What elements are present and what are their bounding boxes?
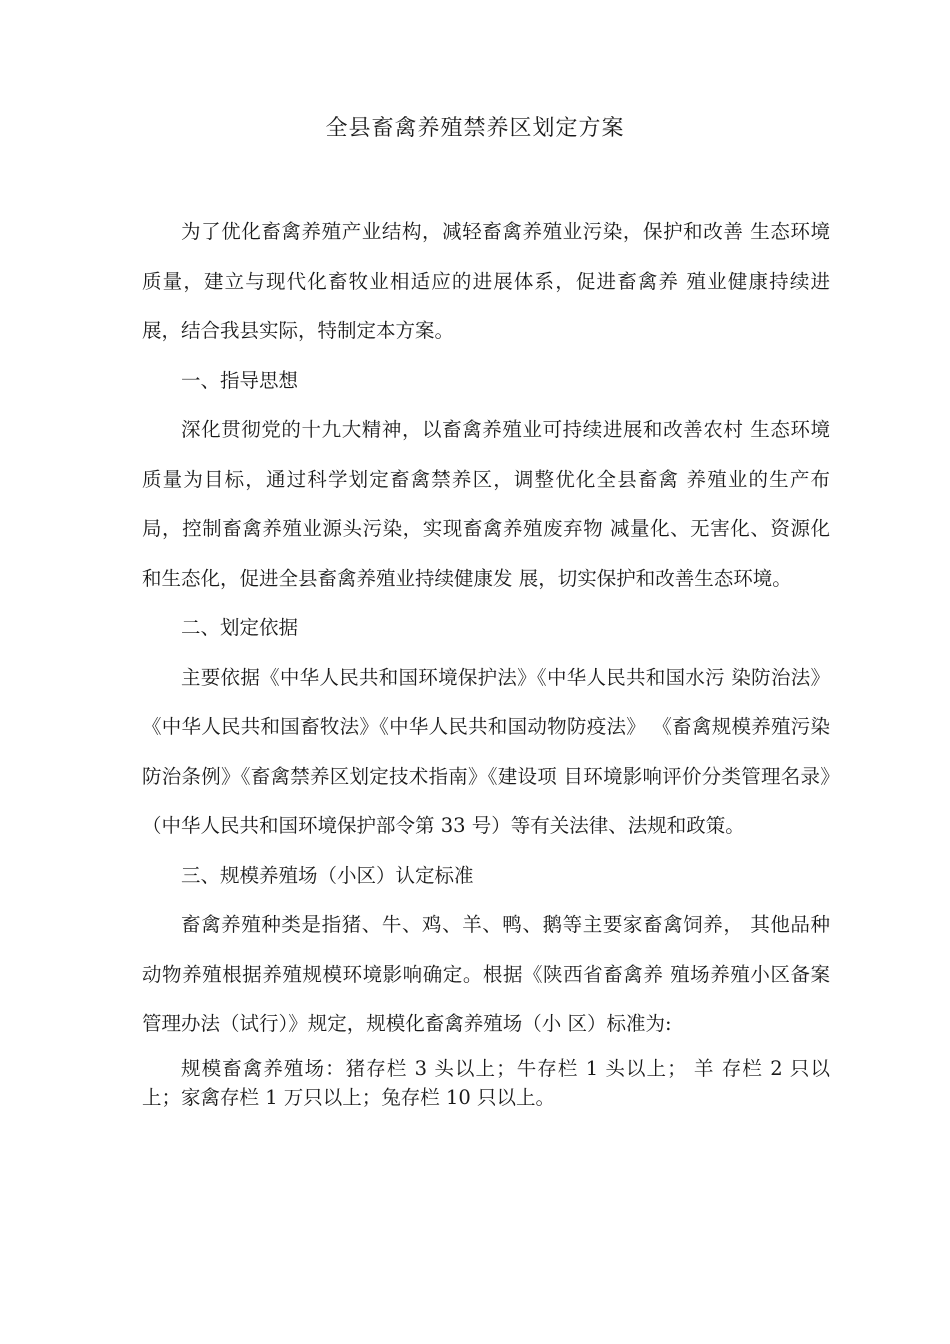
document-title: 全县畜禽养殖禁养区划定方案 [325, 116, 625, 141]
section-heading-scale-standard: 三、规模养殖场（小区）认定标准 [181, 863, 474, 887]
section-text-legal-basis: 主要依据《中华人民共和国环境保护法》《中华人民共和国水污 染防治法》《中华人民共和国畜牧法》《中华人民共和国动物防疫法》 《畜禽规模养殖污染防治条例》《畜禽禁养区划定技术指南》《建设项 目环境影响评价分类管理名录》（中华人民共和国环境保护部令第 33 号）等有关法律、法规和政策。 [142, 665, 830, 837]
intro-paragraph: 为了优化畜禽养殖产业结构，减轻畜禽养殖业污染，保护和改善 生态环境质量，建立与现代化畜牧业相适应的进展体系，促进畜禽养 殖业健康持续进展，结合我县实际，特制定本方案。 [142, 220, 830, 342]
document-body [142, 207, 830, 1112]
scale-standard-detail: 规模畜禽养殖场：猪存栏 3 头以上；牛存栏 1 头以上； 羊 存栏 2 只以上；家禽存栏 1 万只以上；兔存栏 10 只以上。 [142, 1056, 830, 1109]
section-text-scale-standard: 畜禽养殖种类是指猪、牛、鸡、羊、鸭、鹅等主要家畜禽饲养， 其他品种动物养殖根据养殖规模环境影响确定。根据《陕西省畜禽养 殖场养殖小区备案管理办法（试行）》规定，规模化畜禽养殖场（小 区）标准为: [142, 913, 830, 1035]
section-heading-guiding-ideology: 一、指导思想 [181, 368, 299, 392]
section-heading-legal-basis: 二、划定依据 [181, 616, 299, 639]
section-text-guiding-ideology: 深化贯彻党的十九大精神，以畜禽养殖业可持续进展和改善农村 生态环境质量为目标，通过科学划定畜禽禁养区，调整优化全县畜禽 养殖业的生产布局，控制畜禽养殖业源头污染，实现畜禽养殖废弃物 减量化、无害化、资源化和生态化，促进全县畜禽养殖业持续健康发 展，切实保护和改善生态环境。 [142, 418, 830, 590]
